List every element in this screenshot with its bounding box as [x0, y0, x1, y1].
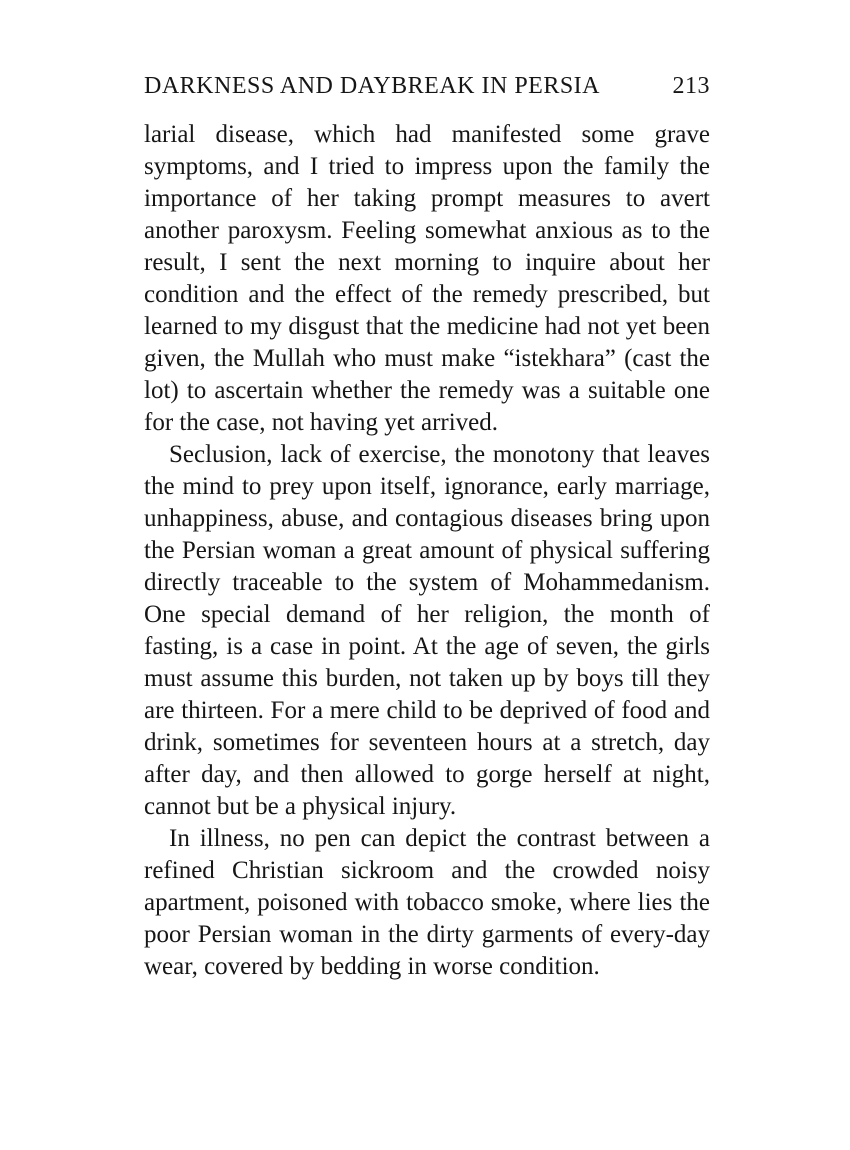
book-page: [144, 64, 710, 983]
running-title: DARKNESS AND DAYBREAK IN PERSIA: [144, 73, 601, 99]
paragraph-seclusion: Seclusion, lack of exercise, the monotony that leaves the mind to prey upon itself, ignorance, early marriage, unhappiness, abuse, and contagious diseases bring upon the Persian woman a great amount of physical suffering directly traceable to the system of Mohammedanism. One special demand of her religion, the month of fasting, is a case in point. At the age of seven, the girls must assume this burden, not taken up by boys till they are thirteen. For a mere child to be deprived of food and drink, sometimes for seventeen hours at a stretch, day after day, and then allowed to gorge herself at night, cannot but be a physical injury.: [144, 441, 710, 820]
body-text: [144, 119, 710, 983]
page-number: 213: [672, 73, 710, 99]
running-head: [144, 64, 710, 108]
paragraph-illness: In illness, no pen can depict the contrast between a refined Christian sickroom and the crowded noisy apartment, poisoned with tobacco smoke, where lies the poor Persian woman in the dirty garments of every-day wear, covered by bedding in worse condition.: [144, 825, 710, 980]
paragraph-continuation: larial disease, which had manifested some grave symptoms, and I tried to impress upon the family the importance of her taking prompt measures to avert another paroxysm. Feeling somewhat anxious as to the result, I sent the next morning to inquire about her condition and the effect of the remedy prescribed, but learned to my disgust that the medicine had not yet been given, the Mullah who must make “istekhara” (cast the lot) to ascertain whether the remedy was a suitable one for the case, not having yet arrived.: [144, 121, 710, 436]
